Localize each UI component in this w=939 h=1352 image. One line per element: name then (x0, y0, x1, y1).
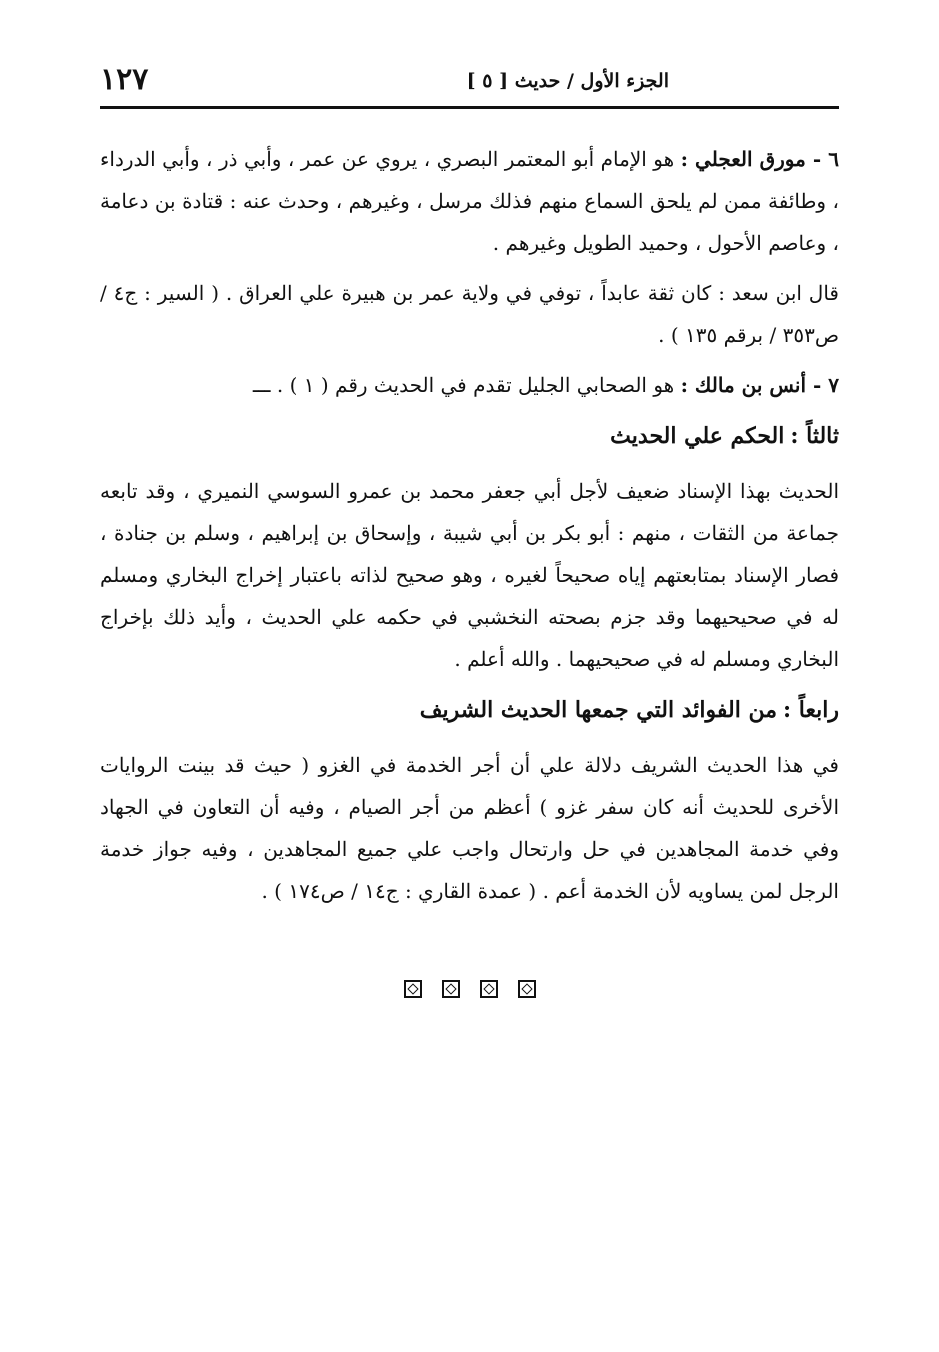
end-ornaments (0, 980, 939, 998)
narrator-text: هو الإمام أبو المعتمر البصري ، يروي عن عمر ، وأبي ذر ، وأبي الدرداء ، وطائفة ممن لم يلحق السماع منهم فذلك مرسل ، وغيرهم ، وحدث عنه : قتادة بن دعامة ، وعاصم الأحول ، وحميد الطويل وغيرهم . (100, 147, 839, 255)
section-label: ثالثاً : (790, 423, 839, 449)
page-body (100, 138, 839, 920)
section-heading (100, 414, 839, 458)
narrator-text: هو الصحابي الجليل تقدم في الحديث رقم ( ١ ) . ـــ (252, 373, 681, 397)
narrator-paragraph (100, 272, 839, 356)
section-title: الحكم علي الحديث (610, 423, 785, 449)
section-label: رابعاً : (783, 697, 839, 723)
narrator-paragraph (100, 138, 839, 264)
header-divider (100, 106, 839, 109)
ornament-icon (518, 980, 536, 998)
section-body: في هذا الحديث الشريف دلالة علي أن أجر الخدمة في الغزو ( حيث قد بينت الروايات الأخرى للحديث أنه كان سفر غزو ) أعظم من أجر الصيام ، وفيه أن التعاون في الجهاد وفي خدمة المجاهدين في حل وارتحال واجب علي جميع المجاهدين ، وفيه جواز خدمة الرجل لمن يساويه لأن الخدمة أعم . ( عمدة القاري : ج١٤ / ص١٧٤ ) . (100, 753, 839, 903)
ornament-icon (404, 980, 422, 998)
running-title: الجزء الأول / حديث [ ٥ ] (466, 70, 669, 92)
ornament-icon (442, 980, 460, 998)
section-body: الحديث بهذا الإسناد ضعيف لأجل أبي جعفر محمد بن عمرو السوسي النميري ، وقد تابعه جماعة من الثقات ، منهم : أبو بكر بن أبي شيبة ، وإسحاق بن إبراهيم ، وسلم بن جنادة ، فصار الإسناد بمتابعتهم إياه صحيحاً لغيره ، وهو صحيح لذاته باعتبار إخراج البخاري ومسلم له في صحيحيهما وقد جزم بصحته النخشبي في حكمه علي الحديث ، وأيد ذلك بإخراج البخاري ومسلم له في صحيحيهما . والله أعلم . (100, 479, 839, 671)
section-heading (100, 688, 839, 732)
page-number: ١٢٧ (100, 62, 149, 97)
section-title: من الفوائد التي جمعها الحديث الشريف (419, 697, 778, 723)
narrator-paragraph (100, 364, 839, 406)
ornament-icon (480, 980, 498, 998)
narrator-name: ٧ - أنس بن مالك : (680, 373, 839, 397)
narrator-name: ٦ - مورق العجلي : (680, 147, 839, 171)
narrator-text: قال ابن سعد : كان ثقة عابداً ، توفي في ولاية عمر بن هبيرة علي العراق . ( السير : ج٤ / ص٣٥٣ / برقم ١٣٥ ) . (100, 281, 839, 347)
page-header (100, 58, 839, 108)
